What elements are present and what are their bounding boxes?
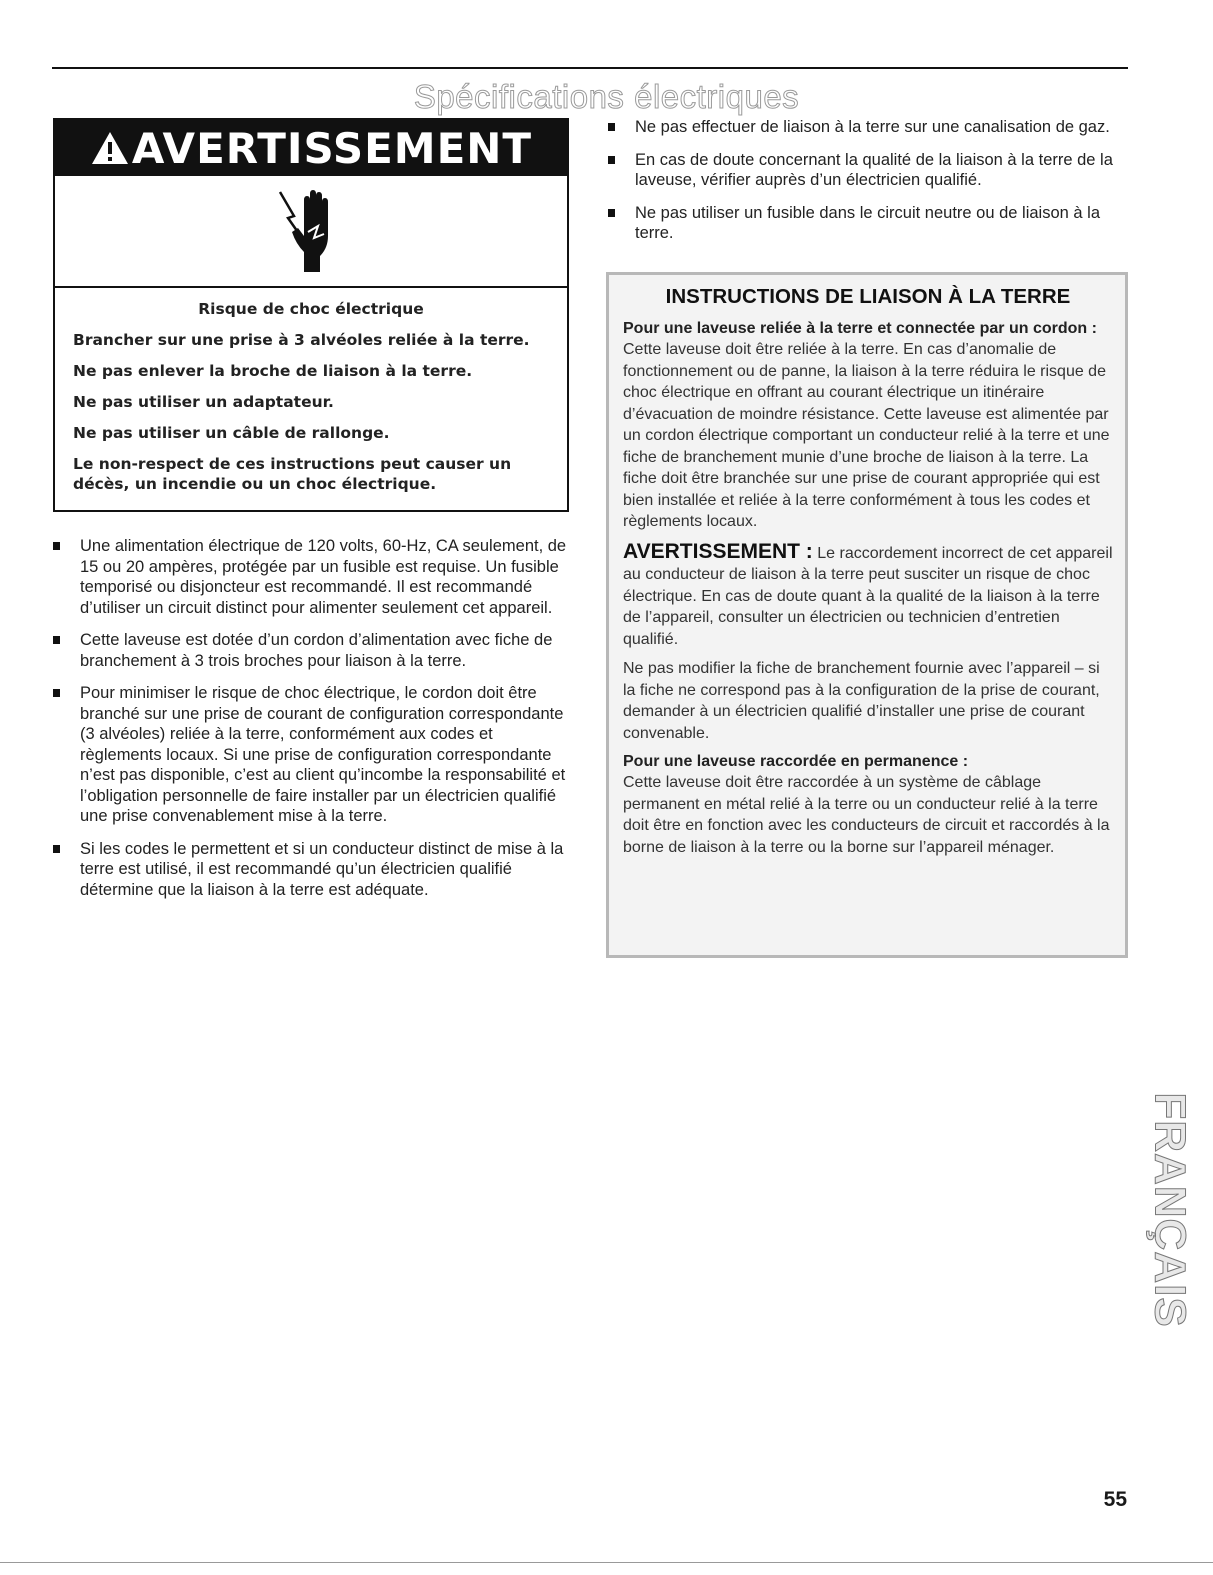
instructions-paragraph: Cette laveuse doit être raccordée à un système de câblage permanent en métal relié à la terre ou un conducteur relié à la terre doit être en fonction avec les conducteurs de circuit et raccordés à la borne de liaison à la terre ou la borne sur l’appareil ménager. — [623, 774, 1110, 856]
list-item: Cette laveuse est dotée d’un cordon d’alimentation avec fiche de branchement à 3 trois broches pour liaison à la terre. — [53, 630, 573, 671]
instructions-title: INSTRUCTIONS DE LIAISON À LA TERRE — [665, 285, 1071, 308]
list-item: Pour minimiser le risque de choc électrique, le cordon doit être branché sur une prise de courant de configuration correspondante (3 alvéoles) reliée à la terre, conformément aux codes et règlements locaux. Si une prise de configuration correspondante n’est pas disponible, c’est au client qu’incombe la responsabilité et l’obligation personnelle de faire installer par un électricien qualifié une prise convenablement mise à la terre. — [53, 683, 573, 827]
list-item: Ne pas effectuer de liaison à la terre sur une canalisation de gaz. — [608, 117, 1130, 138]
warning-text — [55, 288, 567, 494]
list-item: Ne pas utiliser un fusible dans le circuit neutre ou de liaison à la terre. — [608, 203, 1130, 244]
warning-box — [53, 118, 569, 512]
instructions-paragraph: Cette laveuse doit être reliée à la terre. En cas d’anomalie de fonctionnement ou de panne, la liaison à la terre réduira le risque de choc électrique en offrant au courant électrique un itinéraire d’évacuation de moindre résistance. Cette laveuse est alimentée par un cordon électrique comportant un conducteur relié à la terre et une fiche de branchement munie d’une broche de liaison à la terre. La fiche doit être branchée sur une prise de courant appropriée qui est bien installée et reliée à la terre conformément à tous les codes et règlements locaux. — [623, 341, 1110, 530]
page-number: 55 — [1103, 1488, 1127, 1511]
bottom-rule — [0, 1562, 1213, 1563]
section-title: Spécifications électriques — [413, 78, 800, 115]
warning-line: Ne pas utiliser un adaptateur. — [73, 393, 334, 411]
warning-line: Ne pas enlever la broche de liaison à la terre. — [73, 362, 473, 380]
warning-line: Ne pas utiliser un câble de rallonge. — [73, 424, 390, 442]
warning-triangle-icon — [90, 130, 130, 166]
hazard-area — [55, 176, 567, 288]
electric-shock-hand-icon — [276, 186, 346, 276]
instructions-subheading: Pour une laveuse raccordée en permanence : — [623, 753, 969, 770]
warning-header-label: AVERTISSEMENT — [131, 123, 533, 173]
list-item: En cas de doute concernant la qualité de la liaison à la terre de la laveuse, vérifier auprès d’un électricien qualifié. — [608, 150, 1130, 191]
warning-header — [55, 120, 567, 176]
instructions-subheading: Pour une laveuse reliée à la terre et connectée par un cordon : — [623, 320, 1097, 337]
instructions-warning-paragraph — [623, 541, 1113, 651]
warning-line: Brancher sur une prise à 3 alvéoles reliée à la terre. — [73, 331, 530, 349]
left-bullet-list — [53, 536, 573, 912]
grounding-instructions-box — [606, 272, 1128, 958]
right-bullet-list — [608, 117, 1130, 256]
instructions-paragraph: Ne pas modifier la fiche de branchement fournie avec l’appareil – si la fiche ne correspond pas à la configuration de la prise de courant, demander à un électricien qualifié d’installer une prise de courant convenable. — [623, 660, 1100, 742]
warning-title: Risque de choc électrique — [198, 300, 424, 318]
side-language-label — [1146, 1080, 1196, 1340]
top-rule — [52, 67, 1128, 69]
warning-text: Le raccordement incorrect de cet appareil au conducteur de liaison à la terre peut susciter un risque de choc électrique. En cas de doute quant à la qualité de la liaison à la terre de l’appareil, consulter un électricien ou technicien d’entretien qualifié. — [623, 544, 1113, 648]
warning-label: AVERTISSEMENT : — [623, 539, 813, 563]
language-label: FRANÇAIS — [1146, 1092, 1196, 1328]
warning-line: Le non-respect de ces instructions peut causer un décès, un incendie ou un choc électrique. — [73, 455, 512, 493]
list-item: Si les codes le permettent et si un conducteur distinct de mise à la terre est utilisé, il est recommandé qu’un électricien qualifié détermine que la liaison à la terre est adéquate. — [53, 839, 573, 901]
list-item: Une alimentation électrique de 120 volts, 60-Hz, CA seulement, de 15 ou 20 ampères, protégée par un fusible est requise. Un fusible temporisé ou disjoncteur est recommandé. Il est recommandé d’utiliser un circuit distinct pour alimenter seulement cet appareil. — [53, 536, 573, 618]
